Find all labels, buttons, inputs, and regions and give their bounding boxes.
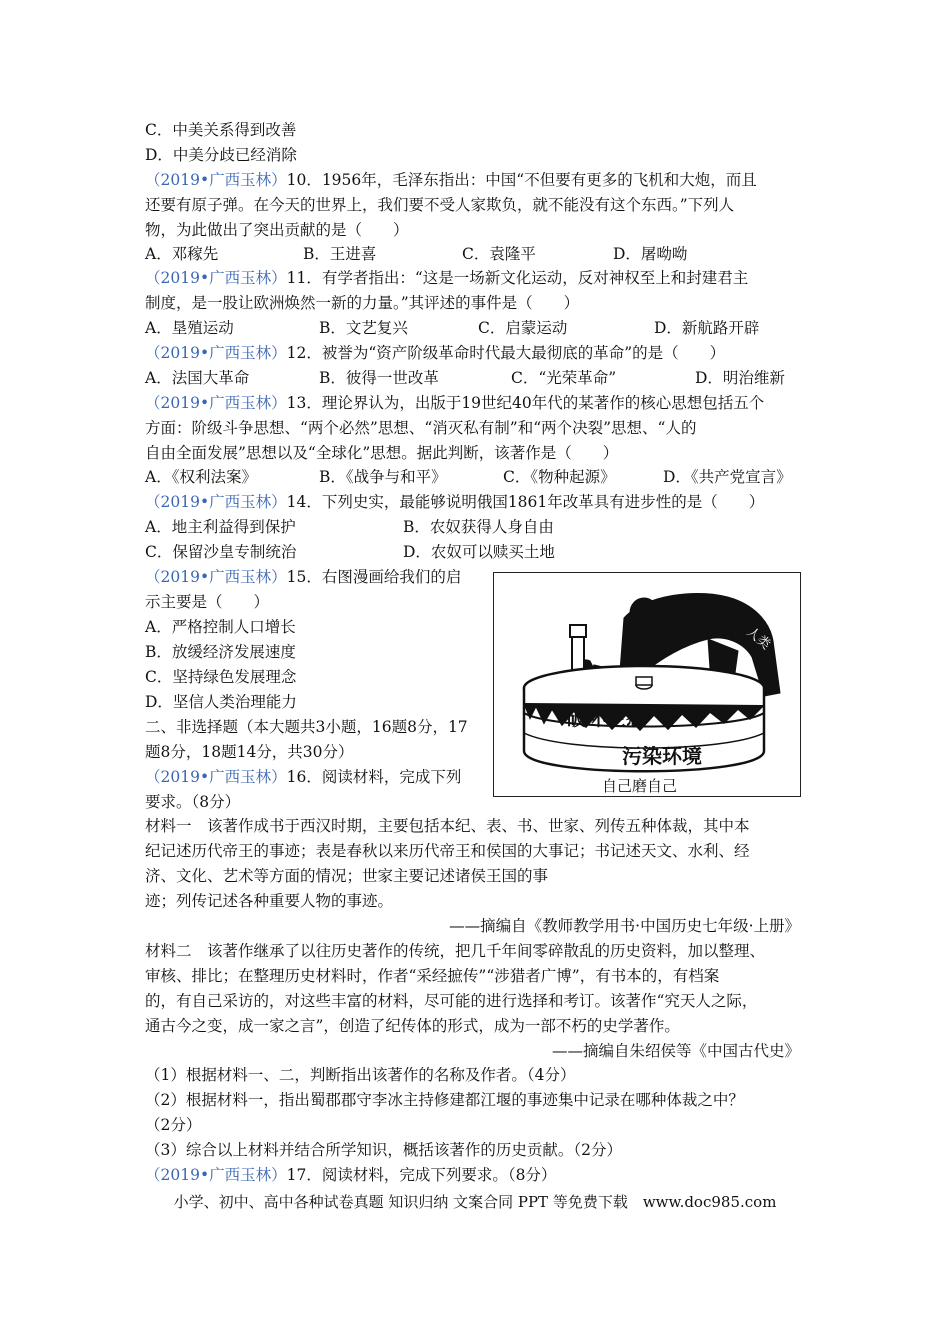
q11-stem-line2: 制度，是一股让欧洲焕然一新的力量。”其评述的事件是（ ） xyxy=(145,294,580,312)
material-one-line4: 迹；列传记述各种重要人物的事迹。 xyxy=(145,892,394,910)
section-two-heading-line2: 题8分，18题14分，共30分） xyxy=(145,743,354,761)
q16-stem-line2: 要求。（8分） xyxy=(145,793,241,811)
q11-option-c: C．启蒙运动 xyxy=(478,319,568,337)
q16-part2: （2）根据材料一，指出蜀郡郡守李冰主持修建都江堰的事迹集中记录在哪种体裁之中？ xyxy=(145,1091,744,1109)
q10-option-c: C．袁隆平 xyxy=(462,245,536,263)
q11-option-b: B．文艺复兴 xyxy=(319,319,408,337)
q17-stem: （2019•广西玉林）17．阅读材料，完成下列要求。（8分） xyxy=(145,1166,557,1184)
q14-option-d: D．农奴可以赎买土地 xyxy=(403,543,555,561)
source-tag: （2019•广西玉林） xyxy=(145,493,287,511)
q14-option-b: B．农奴获得人身自由 xyxy=(403,518,554,536)
q12-option-c: C．“光荣革命” xyxy=(511,369,617,387)
q16-stem: （2019•广西玉林）16．阅读材料，完成下列 xyxy=(145,768,462,786)
q10-option-a: A．邓稼先 xyxy=(145,245,219,263)
q13-stem: （2019•广西玉林）13．理论界认为，出版于19世纪40年代的某著作的核心思想包括五个 xyxy=(145,394,765,412)
q15-stem-line2: 示主要是（ ） xyxy=(145,593,270,611)
q10-stem: （2019•广西玉林）10．1956年，毛泽东指出：中国“不但要有更多的飞机和大炮，而且 xyxy=(145,171,757,189)
q13-option-c: C．《物种起源》 xyxy=(503,468,616,486)
q12-stem: （2019•广西玉林）12．被誉为“资产阶级革命时代最大最彻底的革命”的是（ ） xyxy=(145,344,726,362)
source-tag: （2019•广西玉林） xyxy=(145,269,287,287)
source-tag: （2019•广西玉林） xyxy=(145,568,287,586)
page-footer: 小学、初中、高中各种试卷真题 知识归纳 文案合同 PPT 等免费下载 www.doc985.com xyxy=(173,1193,777,1211)
q16-part3: （3）综合以上材料并结合所学知识，概括该著作的历史贡献。（2分） xyxy=(145,1141,622,1159)
q16-part1: （1）根据材料一、二，判断指出该著作的名称及作者。（4分） xyxy=(145,1066,576,1084)
q12-option-a: A．法国大革命 xyxy=(145,369,250,387)
q12-option-d: D．明治维新 xyxy=(695,369,785,387)
q10-option-d: D．屠呦呦 xyxy=(613,245,688,263)
q10-option-b: B．王进喜 xyxy=(303,245,377,263)
cartoon-caption: 自己磨自己 xyxy=(602,777,678,795)
material-one-line3: 济、文化、艺术等方面的情况；世家主要记述诸侯王国的事 xyxy=(145,867,549,885)
q10-stem-line2: 还要有原子弹。在今天的世界上，我们要不受人家欺负，就不能没有这个东西。”下列人 xyxy=(145,196,735,214)
citation-two: ——摘编自朱绍侯等《中国古代史》 xyxy=(551,1042,800,1060)
figure-label: 人类 xyxy=(743,624,773,653)
q13-option-b: B．《战争与和平》 xyxy=(319,468,447,486)
q13-option-d: D．《共产党宣言》 xyxy=(663,468,792,486)
q12-option-b: B．彼得一世改革 xyxy=(319,369,439,387)
q13-stem-line2: 方面：阶级斗争思想、“两个必然”思想、“消灭私有制”和“两个决裂”思想、“人的 xyxy=(145,419,697,437)
q15-option-d: D．坚信人类治理能力 xyxy=(145,693,297,711)
source-tag: （2019•广西玉林） xyxy=(145,171,287,189)
q15-option-b: B．放缓经济发展速度 xyxy=(145,643,296,661)
q15-option-c: C．坚持绿色发展理念 xyxy=(145,668,297,686)
millstone-cartoon-drawing xyxy=(494,573,799,795)
source-tag: （2019•广西玉林） xyxy=(145,768,287,786)
q10-stem-line3: 物，为此做出了突出贡献的是（ ） xyxy=(145,221,409,239)
source-tag: （2019•广西玉林） xyxy=(145,1166,287,1184)
cartoon-illustration xyxy=(493,572,801,797)
q13-stem-line3: 自由全面发展”思想以及“全球化”思想。据此判断，该著作是（ ） xyxy=(145,444,619,462)
q9-option-c: C．中美关系得到改善 xyxy=(145,121,297,139)
q15-stem: （2019•广西玉林）15．右图漫画给我们的启 xyxy=(145,568,462,586)
q11-stem: （2019•广西玉林）11．有学者指出：“这是一场新文化运动，反对神权至上和封建君主 xyxy=(145,269,749,287)
section-two-heading: 二、非选择题（本大题共3小题，16题8分，17 xyxy=(145,718,468,736)
q11-option-a: A．垦殖运动 xyxy=(145,319,234,337)
q14-stem: （2019•广西玉林）14．下列史实，最能够说明俄国1861年改革具有进步性的是（ ） xyxy=(145,493,765,511)
q13-option-a: A．《权利法案》 xyxy=(145,468,257,486)
source-tag: （2019•广西玉林） xyxy=(145,394,287,412)
q14-option-c: C．保留沙皇专制统治 xyxy=(145,543,297,561)
material-one-line2: 纪记述历代帝王的事迹；表是春秋以来历代帝王和侯国的大事记；书记述天文、水利、经 xyxy=(145,842,750,860)
citation-one: ——摘编自《教师教学用书·中国历史七年级·上册》 xyxy=(449,917,800,935)
q11-option-d: D．新航路开辟 xyxy=(654,319,760,337)
material-one: 材料一 该著作成书于西汉时期，主要包括本纪、表、书、世家、列传五种体裁，其中本 xyxy=(145,817,750,835)
material-two-line3: 的，有自己采访的，对这些丰富的材料，尽可能的进行选择和考订。该著作“究天人之际， xyxy=(145,992,758,1010)
q15-option-a: A．严格控制人口增长 xyxy=(145,618,296,636)
q16-part2-score: （2分） xyxy=(145,1116,202,1134)
q14-option-a: A．地主利益得到保护 xyxy=(145,518,296,536)
material-two: 材料二 该著作继承了以往历史著作的传统，把几千年间零碎散乱的历史资料，加以整理、 xyxy=(145,942,766,960)
material-two-line2: 审核、排比；在整理历史材料时，作者“采经摭传”“涉猎者广博”，有书本的，有档案 xyxy=(145,967,720,985)
destroy-ecology-label: 破坏生态 xyxy=(566,706,646,730)
pollute-environment-label: 污染环境 xyxy=(622,744,702,768)
q9-option-d: D．中美分歧已经消除 xyxy=(145,146,297,164)
material-two-line4: 通古今之变，成一家之言”，创造了纪传体的形式，成为一部不朽的史学著作。 xyxy=(145,1017,680,1035)
source-tag: （2019•广西玉林） xyxy=(145,344,287,362)
